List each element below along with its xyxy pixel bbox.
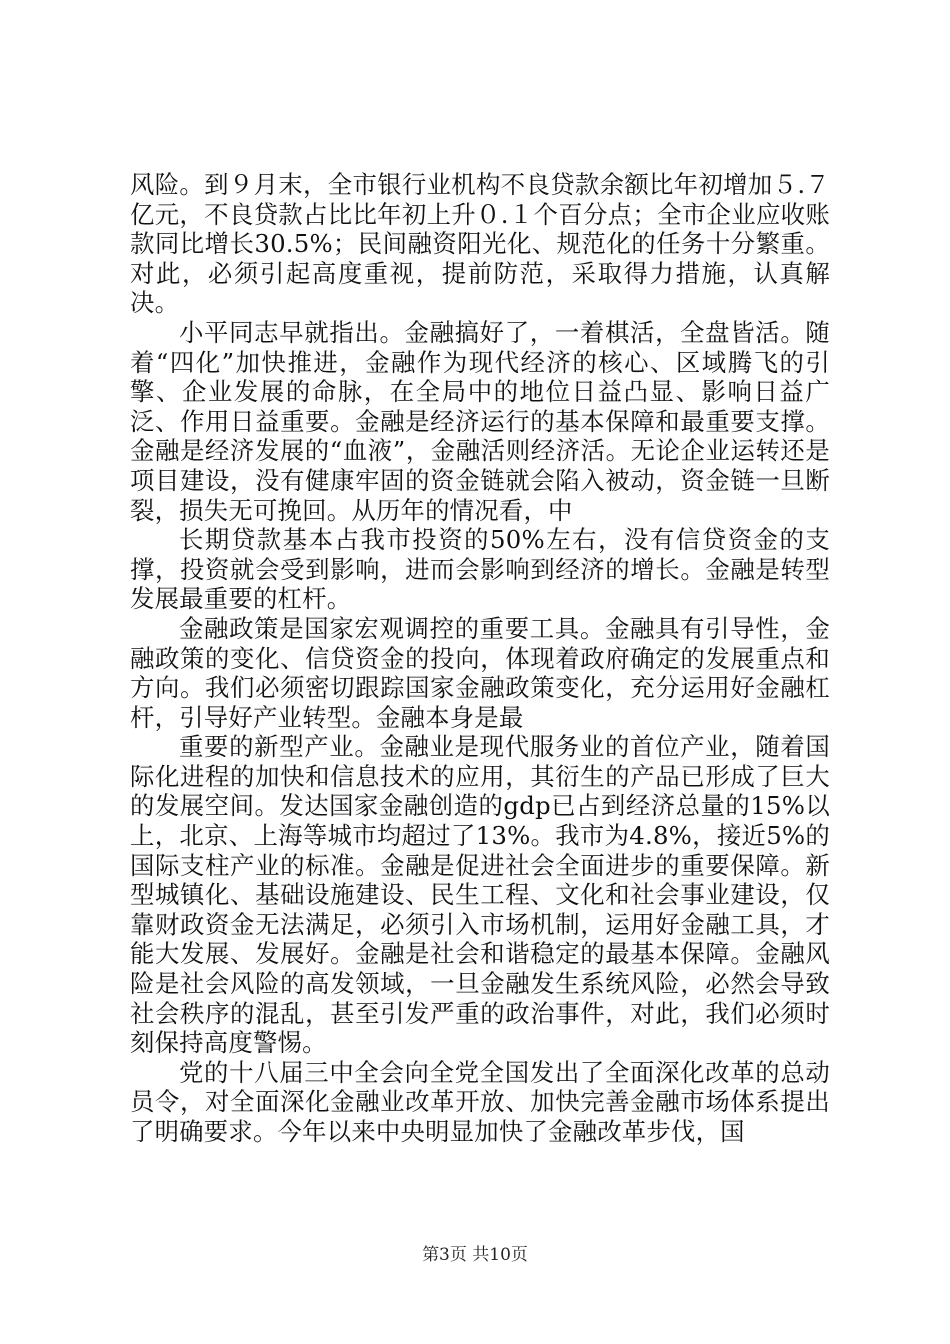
paragraph-4: 金融政策是国家宏观调控的重要工具。金融具有引导性，金融政策的变化、信贷资金的投向，体现着政府确定的发展重点和方向。我们必须密切跟踪国家金融政策变化，充分运用好金融杠杆，引导好产业转型。金融本身是最 — [130, 613, 830, 732]
paragraph-5: 重要的新型产业。金融业是现代服务业的首位产业，随着国际化进程的加快和信息技术的应用，其衍生的产品已形成了巨大的发展空间。发达国家金融创造的gdp已占到经济总量的15%以上，北京、上海等城市均超过了13%。我市为4.8%，接近5%的国际支柱产业的标准。金融是促进社会全面进步的重要保障。新型城镇化、基础设施建设、民生工程、文化和社会事业建设，仅靠财政资金无法满足，必须引入市场机制，运用好金融工具，才能大发展、发展好。金融是社会和谐稳定的最基本保障。金融风险是社会风险的高发领域，一旦金融发生系统风险，必然会导致社会秩序的混乱，甚至引发严重的政治事件，对此，我们必须时刻保持高度警惕。 — [130, 732, 830, 1058]
paragraph-3: 长期贷款基本占我市投资的50%左右，没有信贷资金的支撑，投资就会受到影响，进而会影响到经济的增长。金融是转型发展最重要的杠杆。 — [130, 525, 830, 614]
page-footer — [0, 1244, 950, 1266]
document-body — [130, 170, 830, 1147]
paragraph-2: 小平同志早就指出。金融搞好了，一着棋活，全盘皆活。随着“四化”加快推进，金融作为现代经济的核心、区域腾飞的引擎、企业发展的命脉，在全局中的地位日益凸显、影响日益广泛、作用日益重要。金融是经济运行的基本保障和最重要支撑。金融是经济发展的“血液”，金融活则经济活。无论企业运转还是项目建设，没有健康牢固的资金链就会陷入被动，资金链一旦断裂，损失无可挽回。从历年的情况看，中 — [130, 317, 830, 525]
paragraph-6: 党的十八届三中全会向全党全国发出了全面深化改革的总动员令，对全面深化金融业改革开放、加快完善金融市场体系提出了明确要求。今年以来中央明显加快了金融改革步伐，国 — [130, 1057, 830, 1146]
page-number-label: 第3页 共10页 — [422, 1245, 528, 1265]
paragraph-1: 风险。到９月末，全市银行业机构不良贷款余额比年初增加５.７亿元，不良贷款占比比年初上升０.１个百分点；全市企业应收账款同比增长30.5%；民间融资阳光化、规范化的任务十分繁重。对此，必须引起高度重视，提前防范，采取得力措施，认真解决。 — [130, 170, 830, 318]
